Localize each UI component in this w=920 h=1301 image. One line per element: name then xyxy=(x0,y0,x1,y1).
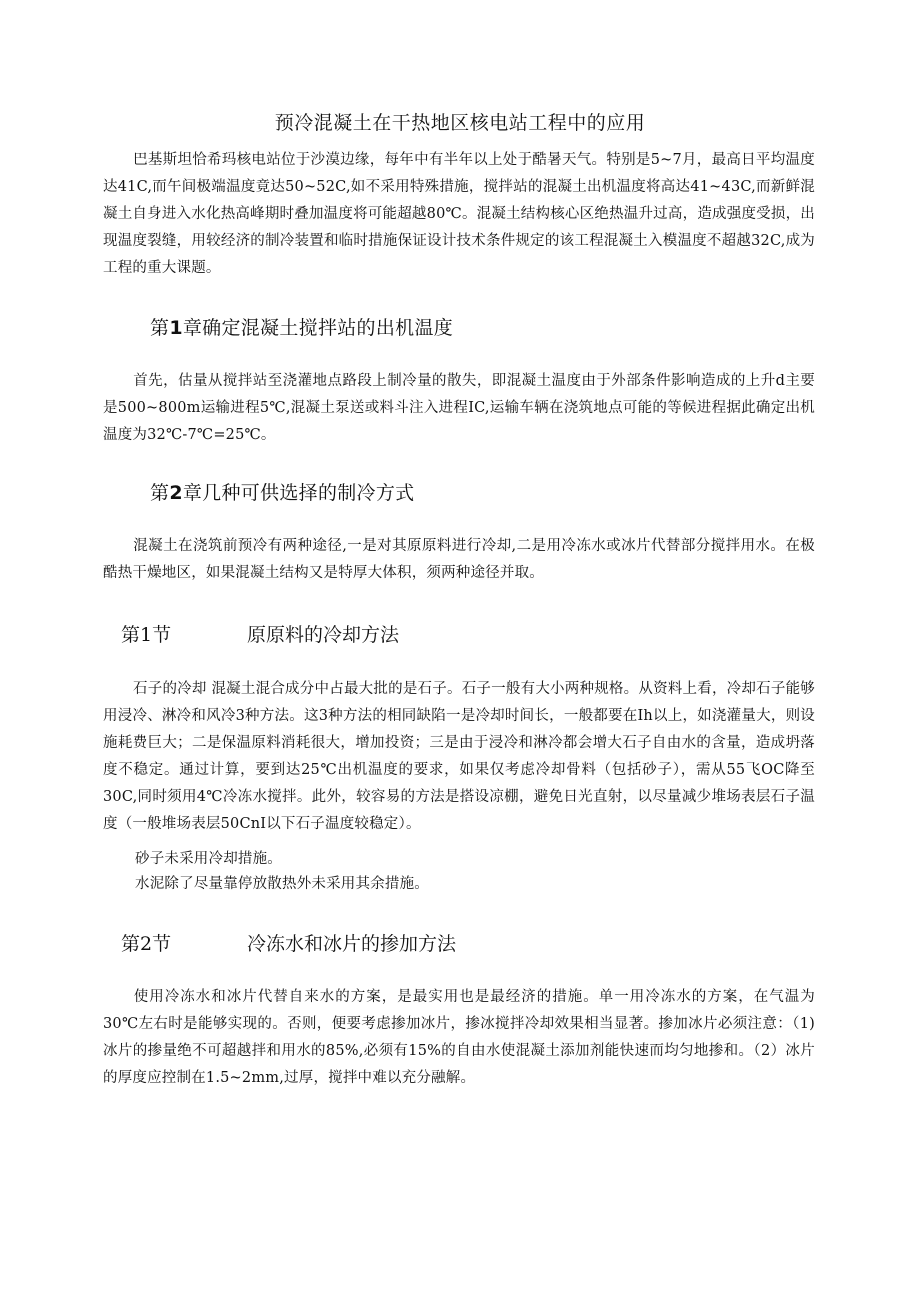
intro-paragraph xyxy=(103,147,815,282)
chapter-2-prefix: 第 xyxy=(150,482,170,504)
section-2-heading xyxy=(121,929,456,956)
chapter-1-prefix: 第 xyxy=(150,317,170,339)
chapter-2-paragraph xyxy=(103,533,815,587)
section-2-title: 冷冻水和冰片的掺加方法 xyxy=(247,933,457,955)
section-2-label: 第2节 xyxy=(121,933,172,955)
chapter-2-heading xyxy=(150,478,414,505)
section-1-text: 石子的冷却 混凝土混合成分中占最大批的是石子。石子一般有大小两种规格。从资料上看，冷却石子能够用浸冷、淋冷和风冷3种方法。这3种方法的相同缺陷一是冷却时间长，一般都要在Ih以上，如浇灌量大，则设施耗费巨大；二是保温原料消耗很大，增加投资；三是由于浸冷和淋冷都会增大石子自由水的含量，造成坍落度不稳定。通过计算，要到达25℃出机温度的要求，如果仅考虑冷却骨料（包括砂子），需从55飞OC降至30C,同时须用4℃冷冻水搅拌。此外，较容易的方法是搭设凉棚，避免日光直射，以尽量减少堆场表层石子温度（一般堆场表层50CnI以下石子温度较稳定）。 xyxy=(103,681,815,832)
section-2-paragraph xyxy=(103,984,815,1092)
section-1-paragraph xyxy=(103,676,815,838)
section-2-text: 使用冷冻水和冰片代替自来水的方案，是最实用也是最经济的措施。单一用冷冻水的方案，在气温为30℃左右时是能够实现的。否则，便要考虑掺加冰片，掺冰搅拌冷却效果相当显著。掺加冰片必须注意：（1)冰片的掺量绝不可超越拌和用水的85%,必须有15%的自由水使混凝土添加剂能快速而均匀地掺和。（2）冰片的厚度应控制在1.5~2mm,过厚，搅拌中难以充分融解。 xyxy=(103,989,815,1086)
chapter-2-title: 章几种可供选择的制冷方式 xyxy=(182,482,415,504)
intro-text: 巴基斯坦恰希玛核电站位于沙漠边缘，每年中有半年以上处于酷暑天气。特别是5~7月，最高日平均温度达41C,而午间极端温度竟达50~52C,如不采用特殊措施，搅拌站的混凝土出机温度将高达41~43C,而新鲜混凝土自身进入水化热高峰期时叠加温度将可能超越80℃。混凝土结构核心区绝热温升过高，造成强度受损，出现温度裂缝，用较经济的制冷装置和临时措施保证设计技术条件规定的该工程混凝土入模温度不超越32C,成为工程的重大课题。 xyxy=(103,152,815,276)
document-title: 预冷混凝土在干热地区核电站工程中的应用 xyxy=(274,112,646,134)
sand-note: 砂子未采用冷却措施。 xyxy=(135,851,282,867)
chapter-2-number: 2 xyxy=(169,482,183,504)
chapter-1-text: 首先，估量从搅拌站至浇灌地点路段上制冷量的散失，即混凝土温度由于外部条件影响造成的上升d主要是500~800m运输进程5℃,混凝土泵送或料斗注入进程IC,运输车辆在浇筑地点可能的等候进程据此确定出机温度为32℃-7℃=25℃。 xyxy=(103,373,815,443)
chapter-1-title: 章确定混凝土搅拌站的出机温度 xyxy=(182,317,454,339)
chapter-1-paragraph xyxy=(103,368,815,449)
chapter-1-heading xyxy=(150,313,453,340)
section-1-heading xyxy=(121,620,399,647)
cement-note: 水泥除了尽量靠停放散热外未采用其余措施。 xyxy=(135,876,429,892)
section-1-title: 原原料的冷却方法 xyxy=(247,624,400,646)
chapter-1-number: 1 xyxy=(169,317,183,339)
section-1-label: 第1节 xyxy=(121,624,172,646)
chapter-2-text: 混凝土在浇筑前预冷有两种途径,一是对其原原料进行冷却,二是用冷冻水或冰片代替部分搅拌用水。在极酷热干燥地区，如果混凝土结构又是特厚大体积，须两种途径并取。 xyxy=(103,538,815,581)
